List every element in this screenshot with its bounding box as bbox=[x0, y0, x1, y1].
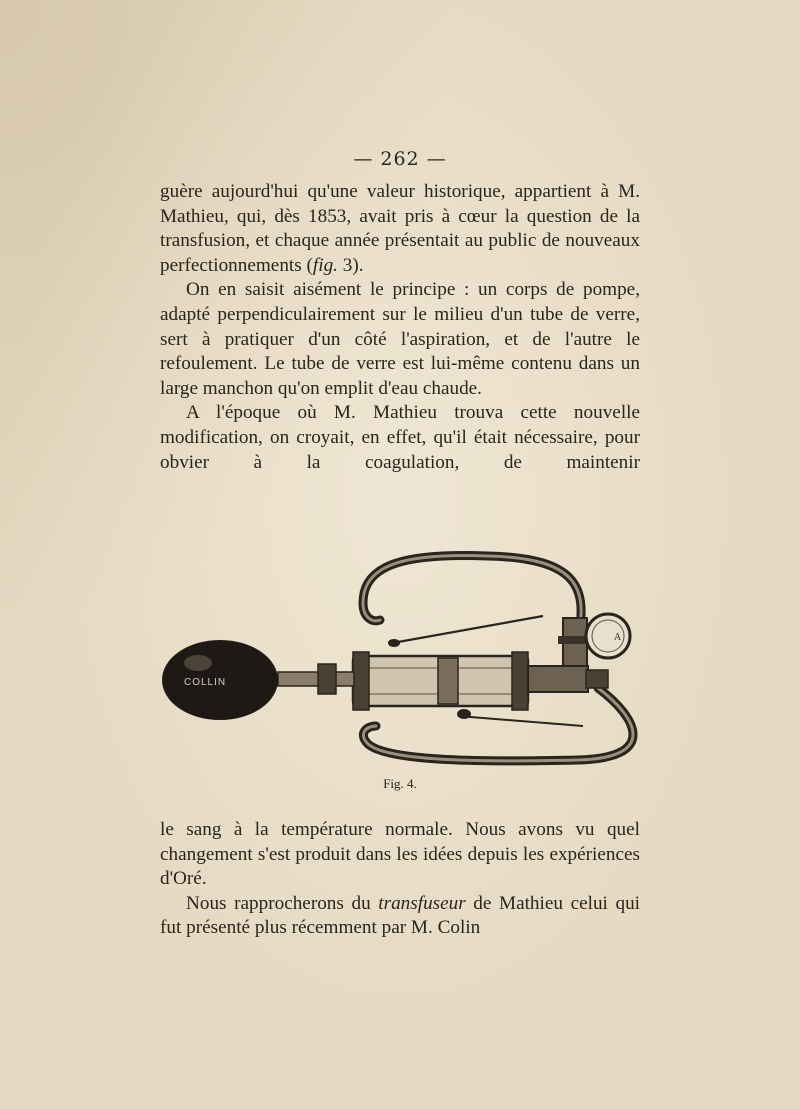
text-block-top bbox=[160, 180, 640, 475]
bulb-label: COLLIN bbox=[184, 677, 227, 688]
paragraph-4: le sang à la température normale. Nous avons vu quel changement s'est produit dans les idées depuis les expériences d'Oré. bbox=[160, 819, 640, 890]
paragraph-5: Nous rapprocherons du transfuseur de Mathieu celui qui fut présenté plus récemment par M. Colin bbox=[160, 892, 640, 939]
paragraph-2: On en saisit aisément le principe : un corps de pompe, adapté perpendiculairement sur le milieu d'un tube de verre, sert à pratiquer d'un côté l'aspiration, et de l'autre le refoulement. Le tube de verre est lui-même contenu dans un large manchon qu'on emplit d'eau chaude. bbox=[160, 279, 640, 399]
text-block-bottom bbox=[160, 818, 640, 941]
paragraph-3: A l'époque où M. Mathieu trouva cette nouvelle modification, on croyait, en effet, qu'il était nécessaire, pour obvier à la coagulation, de maintenir bbox=[160, 402, 640, 473]
gauge-label: A bbox=[614, 632, 622, 643]
figure-caption: Fig. 4. bbox=[383, 776, 417, 791]
paragraph-1: guère aujourd'hui qu'une valeur historique, appartient à M. Mathieu, qui, dès 1853, avait pris à cœur la question de la transfusion, et chaque année présentait au public de nouveaux perfectionnements (fig. 3). bbox=[160, 181, 640, 276]
transfusion-apparatus-figure bbox=[158, 548, 648, 768]
transfuser-illustration bbox=[158, 548, 648, 768]
page-number: — 262 — bbox=[353, 148, 447, 170]
